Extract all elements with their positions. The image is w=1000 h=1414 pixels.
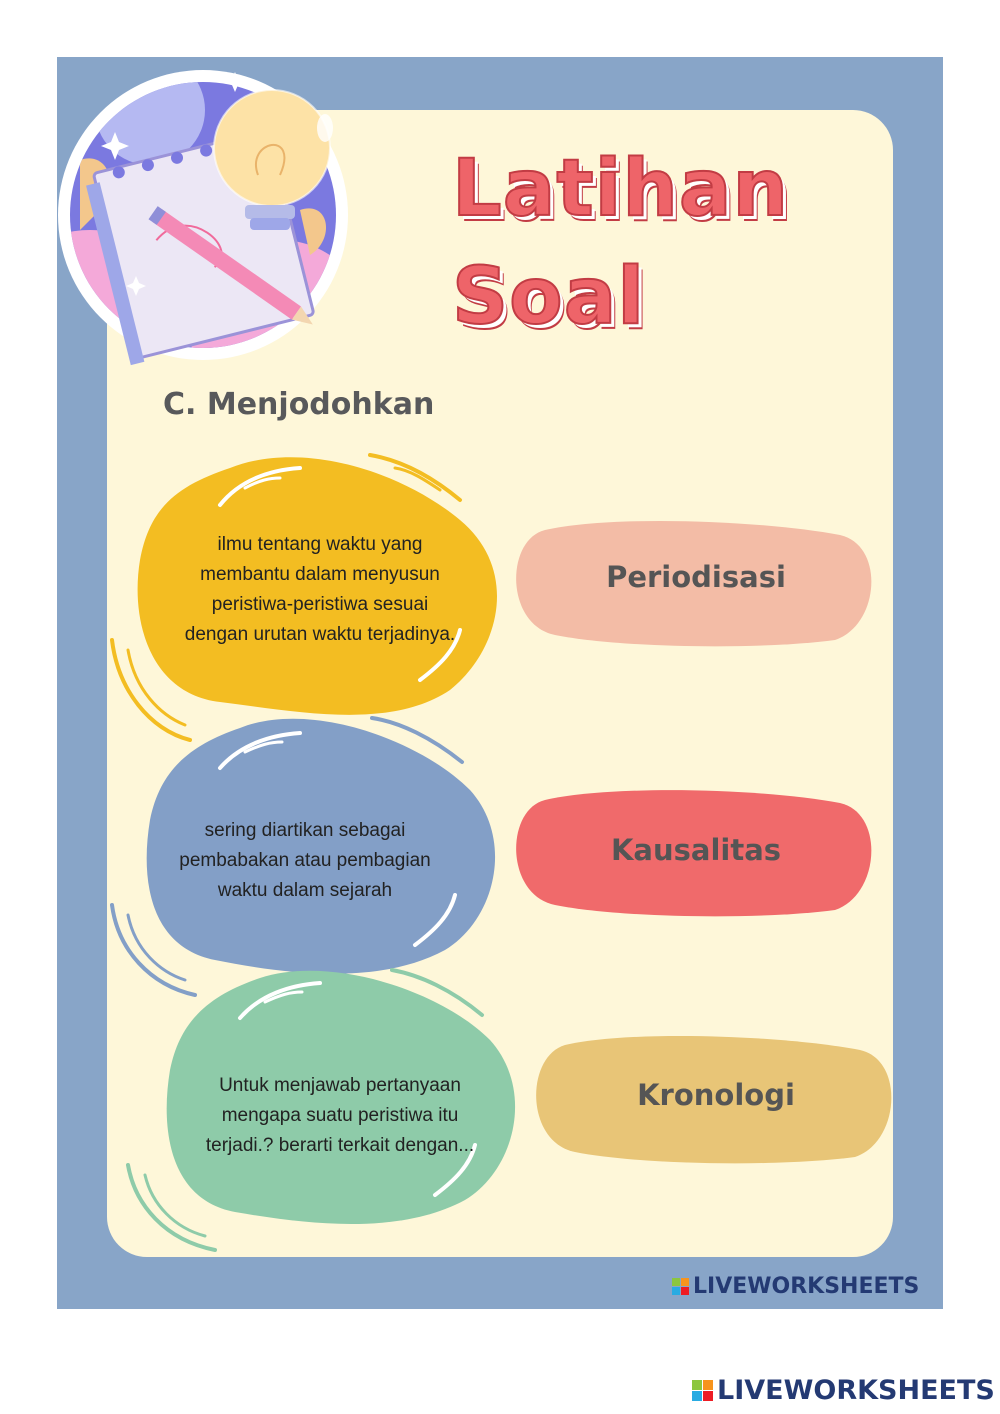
question-3-line: mengapa suatu peristiwa itu (221, 1105, 459, 1126)
question-text-2 (140, 816, 470, 906)
brand-name: LIVEWORKSHEETS (693, 1274, 920, 1299)
answer-option-kronologi[interactable]: Kronologi (637, 1078, 795, 1112)
question-text-3 (170, 1071, 510, 1161)
worksheet-title-line1: Latihan (452, 144, 790, 234)
brand-watermark-footer (692, 1375, 995, 1406)
question-1-line: peristiwa-peristiwa sesuai (211, 594, 429, 615)
liveworksheets-logo-icon (692, 1380, 713, 1401)
liveworksheets-logo-icon (672, 1278, 689, 1295)
question-text-1 (140, 530, 500, 650)
question-1-line: dengan urutan waktu terjadinya. (184, 624, 456, 645)
answer-option-periodisasi[interactable]: Periodisasi (606, 560, 786, 594)
section-heading: C. Menjodohkan (163, 387, 435, 422)
question-2-line: waktu dalam sejarah (217, 880, 393, 901)
brand-name: LIVEWORKSHEETS (717, 1375, 995, 1406)
question-2-line: pembabakan atau pembagian (179, 850, 431, 871)
question-3-line: terjadi.? berarti terkait dengan... (205, 1135, 475, 1156)
question-1-line: membantu dalam menyusun (200, 564, 440, 585)
worksheet-title-line2: Soal (452, 252, 646, 342)
question-1-line: ilmu tentang waktu yang (217, 534, 423, 555)
question-3-line: Untuk menjawab pertanyaan (219, 1075, 461, 1096)
illustration-notebook-bulb (10, 55, 370, 420)
answer-option-kausalitas[interactable]: Kausalitas (610, 833, 782, 867)
question-2-line: sering diartikan sebagai (204, 820, 406, 841)
brand-watermark-inner (672, 1274, 919, 1299)
